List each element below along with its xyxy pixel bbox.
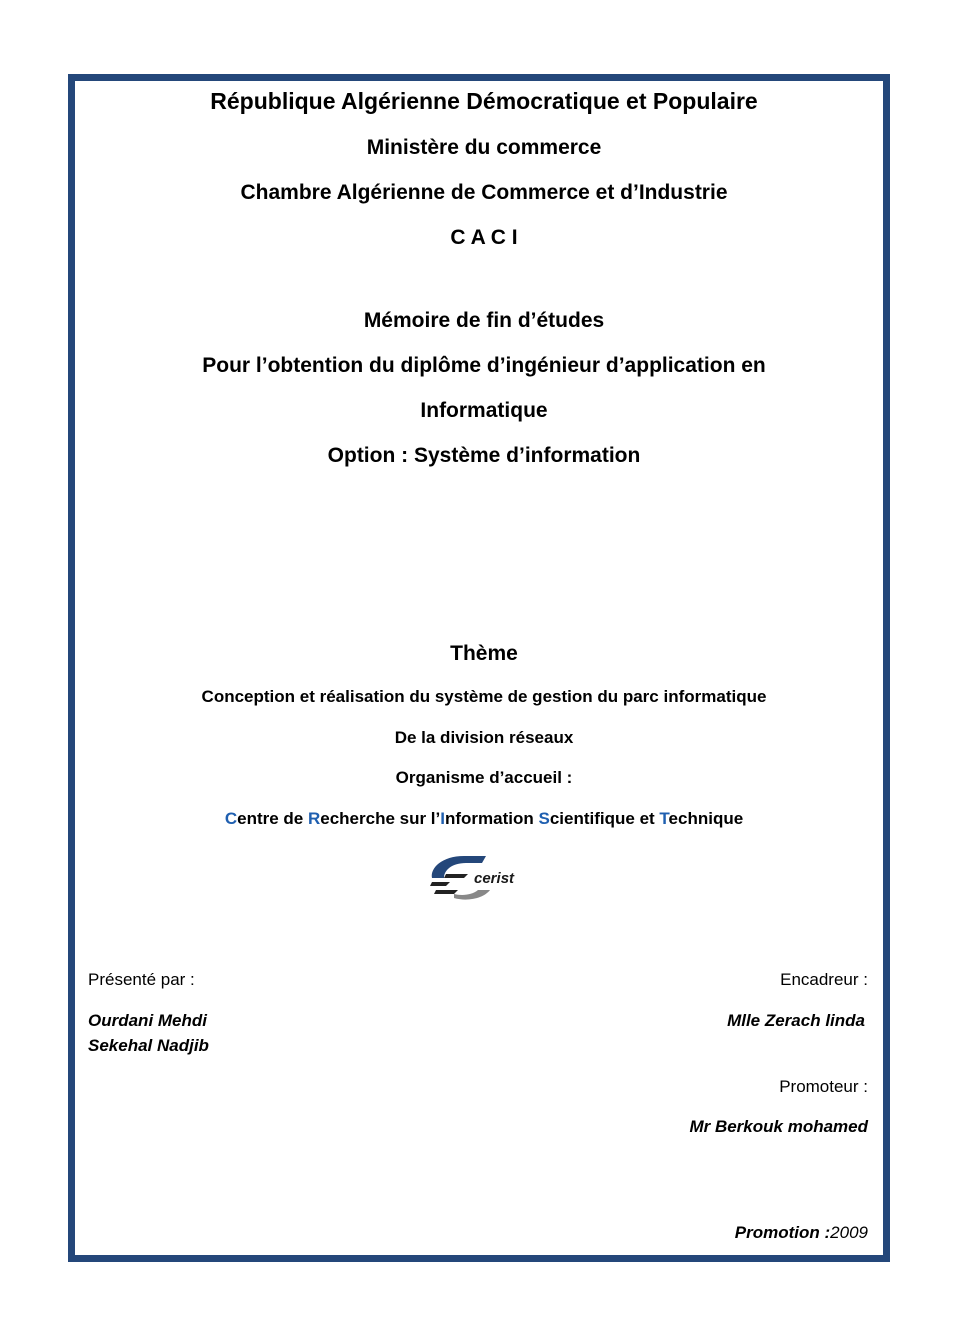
option-line: Option : Système d’information — [327, 444, 641, 467]
theme-label: Thème — [450, 642, 518, 665]
cerist-logo-icon — [424, 852, 536, 904]
host-label: Organisme d’accueil : — [395, 768, 573, 787]
center-part: nformation — [445, 809, 539, 828]
presented-by-label: Présenté par : — [88, 970, 195, 989]
acronym-line: C A C I — [450, 226, 518, 249]
diploma-field: Informatique — [420, 399, 548, 422]
center-part: echnique — [668, 809, 744, 828]
center-part: cientifique et — [549, 809, 660, 828]
center-part: I — [440, 809, 445, 828]
center-part: T — [659, 809, 669, 828]
diploma-line: Pour l’obtention du diplôme d’ingénieur d’application en — [202, 354, 766, 377]
supervisor-name: Mlle Zerach linda — [727, 1011, 865, 1030]
ministry-line: Ministère du commerce — [366, 136, 602, 159]
page-border — [68, 74, 890, 1262]
student-name: Ourdani Mehdi — [88, 1011, 207, 1030]
chamber-line: Chambre Algérienne de Commerce et d’Industrie — [240, 181, 728, 204]
promotion — [735, 1223, 868, 1243]
theme-line-1: Conception et réalisation du système de gestion du parc informatique — [201, 687, 767, 706]
center-part: R — [307, 809, 321, 828]
center-part: entre de — [237, 809, 308, 828]
center-part: C — [224, 809, 238, 828]
republic-title: République Algérienne Démocratique et Populaire — [210, 88, 758, 114]
student-name: Sekehal Nadjib — [88, 1036, 209, 1055]
promotion-label: Promotion : — [734, 1223, 831, 1242]
theme-line-2: De la division réseaux — [394, 728, 574, 747]
memoire-title: Mémoire de fin d’études — [363, 309, 605, 332]
promoter-label: Promoteur : — [779, 1077, 868, 1096]
logo-text: cerist — [474, 870, 515, 887]
promoter-name: Mr Berkouk mohamed — [689, 1117, 868, 1136]
center-part: S — [538, 809, 550, 828]
center-part: echerche sur l’ — [320, 809, 441, 828]
supervisor-label: Encadreur : — [780, 970, 868, 989]
promotion-year: 2009 — [830, 1223, 868, 1242]
host-organisation — [0, 809, 968, 829]
